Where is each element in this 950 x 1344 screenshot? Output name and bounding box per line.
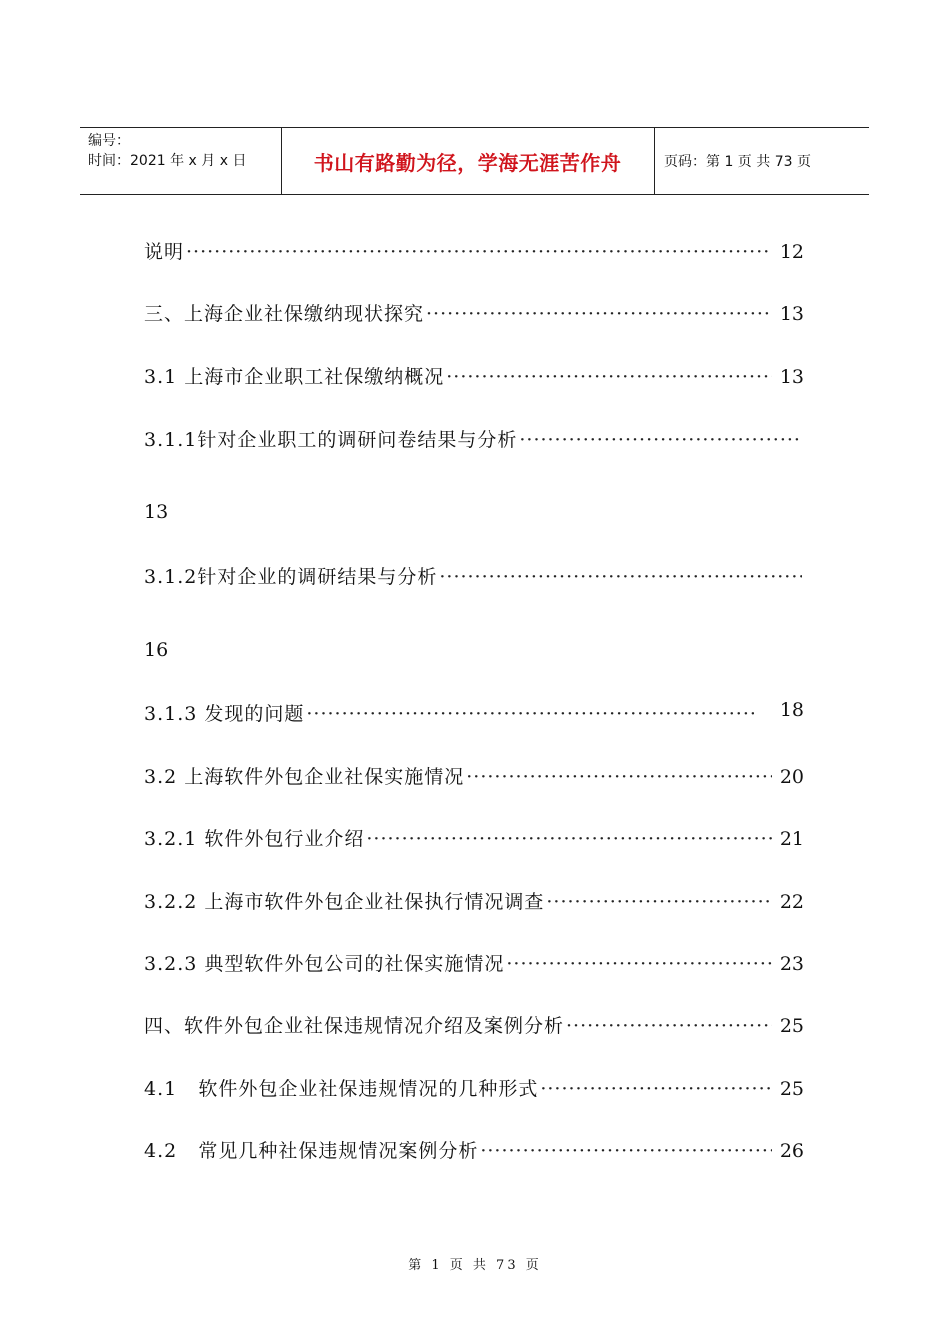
toc-leader-dots — [426, 303, 772, 325]
time-label: 时间：2021 年 x 月 x 日 — [88, 153, 247, 169]
document-header — [80, 127, 869, 195]
toc-entry-title: 3.1 上海市企业职工社保缴纳概况 — [144, 366, 445, 388]
toc-entry-title: 3.2.3 典型软件外包公司的社保实施情况 — [144, 953, 505, 975]
toc-entry[interactable] — [144, 887, 804, 917]
toc-leader-dots — [540, 1078, 772, 1100]
toc-leader-dots — [306, 703, 754, 725]
toc-entry[interactable] — [144, 362, 804, 392]
toc-entry[interactable] — [144, 1136, 804, 1166]
toc-entry-page: 21 — [779, 828, 804, 850]
toc-leader-dots — [186, 241, 772, 263]
toc-entry[interactable] — [144, 299, 804, 329]
toc-entry-title: 说明 — [144, 241, 185, 263]
toc-entry-page: 20 — [779, 766, 804, 788]
toc-entry-page: 13 — [144, 501, 169, 523]
toc-entry-page: 16 — [144, 639, 169, 661]
toc-entry-page: 26 — [779, 1140, 804, 1162]
toc-leader-dots — [546, 891, 772, 913]
toc-entry-page: 22 — [779, 891, 804, 913]
toc-entry-page: 13 — [779, 366, 804, 388]
toc-entry[interactable] — [144, 699, 756, 729]
header-motto: 书山有路勤为径，学海无涯苦作舟 — [313, 150, 622, 175]
toc-leader-dots — [466, 766, 772, 788]
toc-entry[interactable] — [144, 425, 804, 455]
toc-entry-page: 18 — [779, 699, 804, 721]
toc-entry-page: 12 — [779, 241, 804, 263]
toc-leader-dots — [446, 366, 772, 388]
page-footer: 第 1 页 共 73 页 — [408, 1258, 542, 1273]
toc-entry[interactable] — [144, 1074, 804, 1104]
toc-entry-title: 3.2 上海软件外包企业社保实施情况 — [144, 766, 465, 788]
toc-entry-page: 25 — [779, 1078, 804, 1100]
toc-leader-dots — [519, 429, 802, 451]
toc-leader-dots — [480, 1140, 772, 1162]
header-meta — [88, 131, 246, 171]
toc-entry[interactable] — [144, 1011, 804, 1041]
toc-entry-title: 4.2 常见几种社保违规情况案例分析 — [144, 1140, 479, 1162]
toc-leader-dots — [366, 828, 772, 850]
toc-entry[interactable] — [144, 949, 804, 979]
toc-entry-page: 13 — [779, 303, 804, 325]
header-page-info: 页码：第 1 页 共 73 页 — [664, 154, 811, 170]
toc-entry-title: 3.1.2针对企业的调研结果与分析 — [144, 566, 438, 588]
toc-entry-title: 3.2.1 软件外包行业介绍 — [144, 828, 365, 850]
toc-entry[interactable] — [144, 824, 804, 854]
toc-leader-dots — [566, 1015, 772, 1037]
number-label: 编号： — [88, 133, 130, 149]
toc-leader-dots — [506, 953, 772, 975]
toc-entry[interactable] — [144, 562, 804, 592]
toc-entry-title: 3.1.1针对企业职工的调研问卷结果与分析 — [144, 429, 518, 451]
toc-entry-title: 3.1.3 发现的问题 — [144, 703, 305, 725]
toc-leader-dots — [439, 566, 802, 588]
toc-entry-page: 23 — [779, 953, 804, 975]
toc-entry[interactable] — [144, 237, 804, 267]
toc-entry[interactable] — [144, 762, 804, 792]
toc-entry-title: 4.1 软件外包企业社保违规情况的几种形式 — [144, 1078, 539, 1100]
toc-entry-title: 三、上海企业社保缴纳现状探究 — [144, 303, 425, 325]
toc-entry-page: 25 — [779, 1015, 804, 1037]
toc-entry-title: 四、软件外包企业社保违规情况介绍及案例分析 — [144, 1015, 565, 1037]
toc-entry-title: 3.2.2 上海市软件外包企业社保执行情况调查 — [144, 891, 545, 913]
